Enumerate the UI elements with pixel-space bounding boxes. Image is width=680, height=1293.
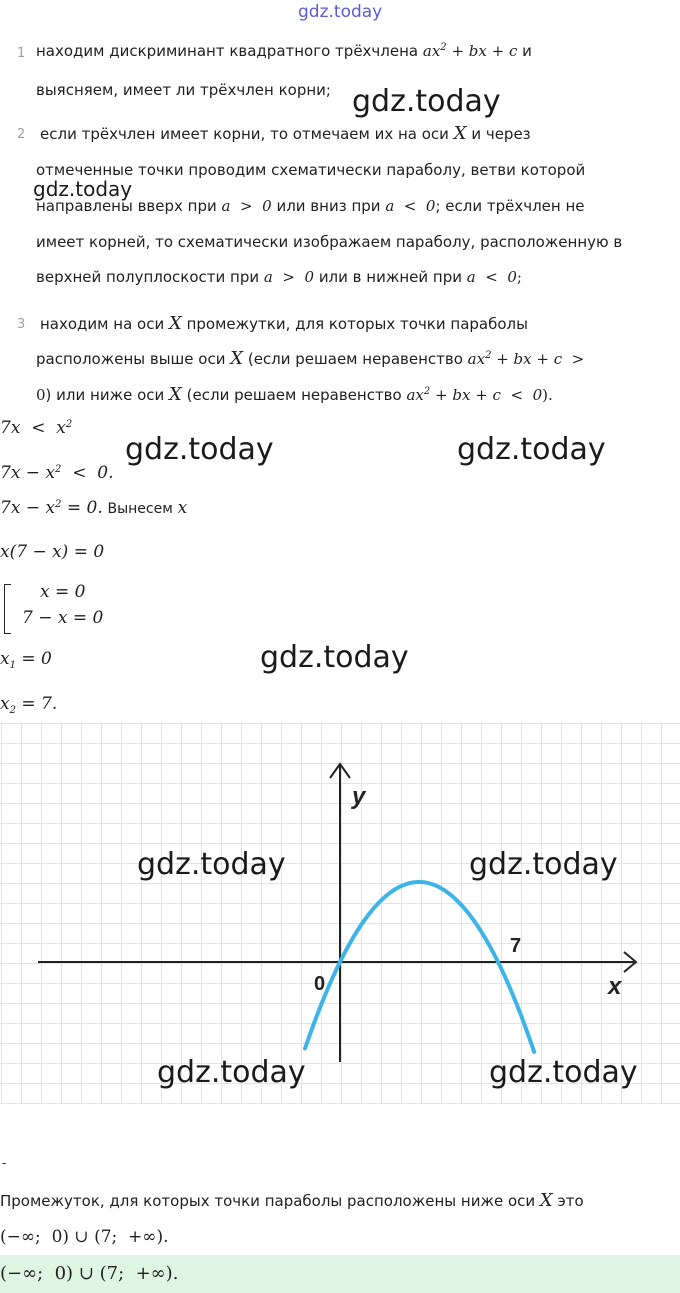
math-line: x = 0 (40, 582, 86, 602)
step-text-part: ) или ниже оси (45, 386, 165, 404)
step-text-part: или вниз при (276, 197, 381, 215)
step-text-part: (если решаем неравенство (247, 350, 463, 368)
step-number: 3 (17, 317, 26, 332)
conclusion-part: Промежуток, для которых точки параболы расположены ниже оси (0, 1192, 536, 1210)
x-axis-label: x (608, 973, 622, 1000)
top-watermark: gdz.today (298, 2, 383, 22)
math: X (230, 348, 244, 369)
root-label: 7 (510, 935, 522, 957)
step-text-part: верхней полуплоскости при (36, 268, 260, 286)
math: 0 (36, 386, 46, 404)
watermark: gdz.today (260, 640, 409, 675)
step-text-part: ; если трёхчлен не (435, 197, 585, 215)
step-text: 0) или ниже оси X (если решаем неравенство $ax^2$ + bx + c < 0). (36, 384, 553, 405)
step-text-part: или в нижней при (318, 268, 462, 286)
graph-area (0, 722, 680, 1104)
math: $ax^2$ + bx + c > (467, 350, 585, 368)
step-text-part: Вынесем (107, 501, 173, 517)
math: X (168, 313, 182, 334)
watermark: gdz.today (352, 84, 501, 119)
answer-interval: (−∞; 0) ∪ (7; +∞). (0, 1263, 179, 1284)
math-line: $7x < x^2$ (0, 418, 73, 438)
step-text (40, 123, 531, 144)
step-number: 2 (17, 127, 26, 142)
conclusion-text: Промежуток, для которых точки параболы расположены ниже оси X это (0, 1190, 584, 1211)
step-text-part: (если решаем неравенство (186, 386, 402, 404)
watermark: gdz.today (125, 432, 274, 467)
math: $ax^2$ + bx + c (422, 42, 518, 60)
step-text: верхней полуплоскости при a > 0 или в нижней при a < 0; (36, 268, 522, 286)
step-text-part: и через (471, 125, 531, 143)
step-text (40, 313, 528, 334)
math-line: $7x - x^2 = 0$. Вынесем x (0, 498, 188, 518)
step-text: выясняем, имеет ли трёхчлен корни; (36, 81, 331, 99)
step-text-part: если трёхчлен имеет корни, то отмечаем их на оси (40, 125, 449, 143)
math: X (453, 123, 467, 144)
step-text-part: находим дискриминант квадратного трёхчлена (36, 42, 419, 60)
watermark: gdz.today (469, 847, 618, 882)
watermark: gdz.today (489, 1055, 638, 1090)
system-bracket (4, 584, 11, 634)
step-text (36, 42, 532, 60)
conclusion-part: это (557, 1192, 584, 1210)
step-text-part: расположены выше оси (36, 350, 226, 368)
math: a < 0 (385, 197, 436, 215)
math: X (169, 384, 182, 405)
dash-mark: - (2, 1156, 7, 1170)
step-text-part: промежутки, для которых точки параболы (186, 315, 528, 333)
interval-line: (−∞; 0) ∪ (7; +∞). (0, 1227, 169, 1247)
watermark: gdz.today (457, 432, 606, 467)
parabola-graph (0, 722, 680, 1104)
origin-label: 0 (314, 973, 326, 995)
y-axis-label: y (352, 783, 366, 810)
step-text: имеет корней, то схематически изображаем параболу, расположенную в (36, 233, 623, 251)
math: a < 0 (466, 268, 517, 286)
watermark: gdz.today (137, 847, 286, 882)
math-line: 7 − x = 0 (22, 608, 104, 628)
math: a > 0 (221, 197, 272, 215)
watermark: gdz.today (33, 177, 133, 201)
step-text-part: находим на оси (40, 315, 165, 333)
math-line: $7x - x^2 < 0$. (0, 463, 114, 483)
step-text (36, 348, 584, 369)
step-number: 1 (17, 46, 26, 61)
step-text: отмеченные точки проводим схематически параболу, ветви которой (36, 161, 586, 179)
math: a > 0 (263, 268, 315, 286)
step-text-part: направлены вверх при (36, 197, 217, 215)
step-text-part: и (522, 42, 532, 60)
math-line: $x_2 = 7$. (0, 694, 58, 716)
math: $ax^2$ + bx + c < 0 (406, 386, 543, 404)
math-line: $x_1 = 0$ (0, 649, 52, 671)
watermark: gdz.today (157, 1055, 306, 1090)
math-line: x(7 − x) = 0 (0, 542, 105, 562)
answer-box (0, 1255, 680, 1293)
